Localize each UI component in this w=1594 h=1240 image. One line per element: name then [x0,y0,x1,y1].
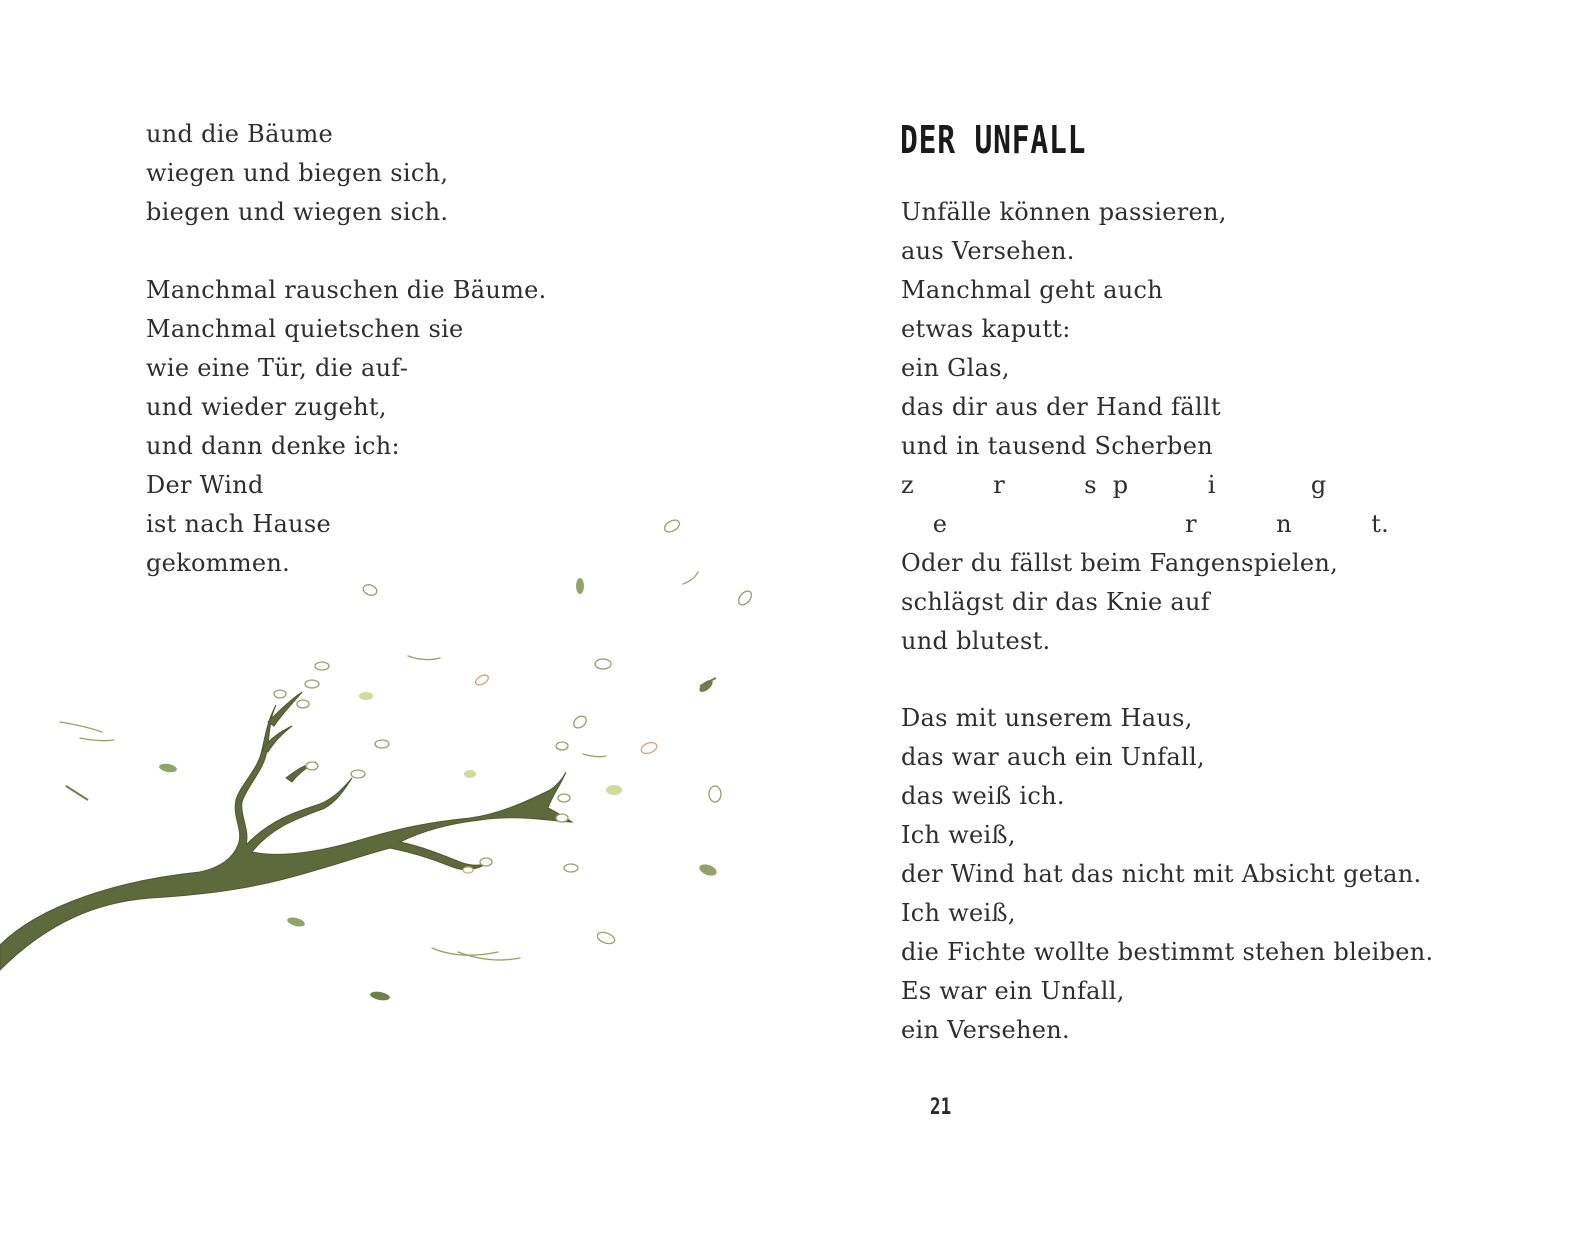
poem-line: ein Glas, [901,354,1010,382]
poem-line: Der Wind [146,471,264,499]
poem-line: Oder du fällst beim Fangenspielen, [901,549,1339,577]
poem-line: und dann denke ich: [146,432,400,460]
poem-line: Manchmal geht auch [901,276,1163,304]
poem-line: ein Versehen. [901,1016,1070,1044]
poem-line: aus Versehen. [901,237,1075,265]
poem-line: wiegen und biegen sich, [146,159,449,187]
poem-line: und wieder zugeht, [146,393,387,421]
poem-line: und blutest. [901,627,1051,655]
poem-line: gekommen. [146,549,291,577]
scattered-word-line-1: z r s p i g [901,471,1327,499]
poem-line: biegen und wiegen sich. [146,198,449,226]
poem-line: schlägst dir das Knie auf [901,588,1210,616]
poem-line: das war auch ein Unfall, [901,743,1205,771]
poem-line: Unfälle können passieren, [901,198,1227,226]
poem-line: etwas kaputt: [901,315,1071,343]
chapter-title: DER UNFALL [900,118,1087,162]
branch-illustration [0,500,797,1020]
poem-line: der Wind hat das nicht mit Absicht getan. [901,860,1422,888]
poem-line: wie eine Tür, die auf- [146,354,409,382]
leaves [66,518,754,1002]
poem-line: ist nach Hause [146,510,331,538]
poem-line: Ich weiß, [901,821,1016,849]
scattered-word-line-2: e r n t. [901,510,1390,538]
poem-line: Manchmal rauschen die Bäume. [146,276,547,304]
poem-line: und die Bäume [146,120,334,148]
poem-line: Das mit unserem Haus, [901,704,1193,732]
poem-line: Es war ein Unfall, [901,977,1125,1005]
poem-line: das weiß ich. [901,782,1065,810]
poem-line: Manchmal quietschen sie [146,315,464,343]
wind-lines [60,572,698,960]
page-number: 21 [930,1095,952,1120]
poem-line: die Fichte wollte bestimmt stehen bleiben. [901,938,1434,966]
poem-line: das dir aus der Hand fällt [901,393,1221,421]
poem-line: Ich weiß, [901,899,1016,927]
tree-branch [0,692,572,970]
poem-line: und in tausend Scherben [901,432,1213,460]
right-page [797,0,1594,1240]
